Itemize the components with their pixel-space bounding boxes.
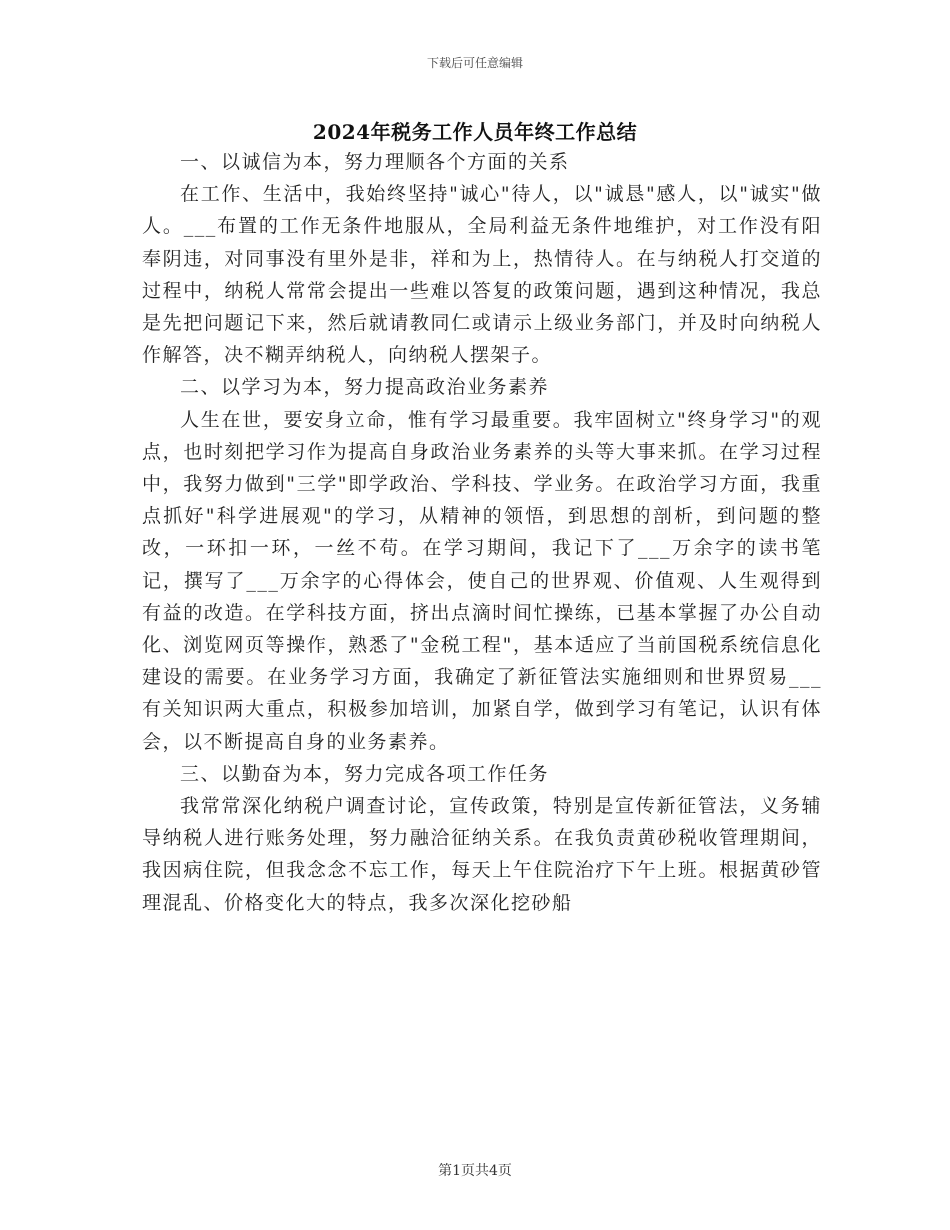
body-paragraph-3: 我常常深化纳税户调查讨论，宣传政策，特别是宣传新征管法，义务辅导纳税人进行账务处理，努力融洽征纳关系。在我负责黄砂税收管理期间，我因病住院，但我念念不忘工作，每天上午住院治疗下午上班。根据黄砂管理混乱、价格变化大的特点，我多次深化挖砂船 <box>142 795 822 914</box>
section-heading-1: 一、以诚信为本，努力理顺各个方面的关系 <box>180 151 570 173</box>
document-body <box>142 146 822 919</box>
page-header-note: 下载后可任意编辑 <box>426 56 523 70</box>
section-heading-3: 三、以勤奋为本，努力完成各项工作任务 <box>180 762 550 785</box>
body-paragraph-1: 在工作、生活中，我始终坚持"诚心"待人，以"诚恳"感人，以"诚实"做人。___布置的工作无条件地服从，全局利益无条件地维护，对工作没有阳奉阴违，对同事没有里外是非，祥和为上，热情待人。在与纳税人打交道的过程中，纳税人常常会提出一些难以答复的政策问题，遇到这种情况，我总是先把问题记下来，然后就请教同仁或请示上级业务部门，并及时向纳税人作解答，决不糊弄纳税人，向纳税人摆架子。 <box>142 183 822 367</box>
document-title: 2024年税务工作人员年终工作总结 <box>312 120 638 144</box>
page-number: 第1页共4页 <box>438 1163 512 1179</box>
section-heading-2: 二、以学习为本，努力提高政治业务素养 <box>180 376 550 399</box>
body-paragraph-2: 人生在世，要安身立命，惟有学习最重要。我牢固树立"终身学习"的观点，也时刻把学习作为提高自身政治业务素养的头等大事来抓。在学习过程中，我努力做到"三学"即学政治、学科技、学业务。在政治学习方面，我重点抓好"科学进展观"的学习，从精神的领悟，到思想的剖析，到问题的整改，一环扣一环，一丝不苟。在学习期间，我记下了___万余字的读书笔记，撰写了___万余字的心得体会，使自己的世界观、价值观、人生观得到有益的改造。在学科技方面，挤出点滴时间忙操练，已基本掌握了办公自动化、浏览网页等操作，熟悉了"金税工程"，基本适应了当前国税系统信息化建设的需要。在业务学习方面，我确定了新征管法实施细则和世界贸易___有关知识两大重点，积极参加培训，加紧自学，做到学习有笔记，认识有体会，以不断提高自身的业务素养。 <box>142 408 822 753</box>
